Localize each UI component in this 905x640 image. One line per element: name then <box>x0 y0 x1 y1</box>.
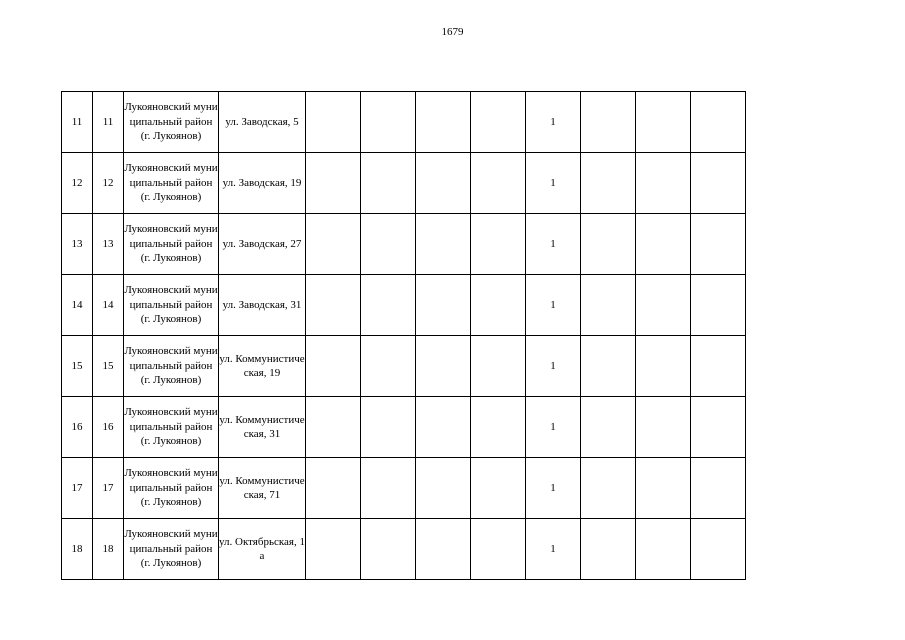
empty-cell <box>306 275 361 336</box>
empty-cell <box>361 397 416 458</box>
count-cell: 1 <box>526 519 581 580</box>
street-cell: ул. Заводская, 19 <box>219 153 306 214</box>
empty-cell <box>581 92 636 153</box>
empty-cell <box>306 519 361 580</box>
empty-cell <box>581 397 636 458</box>
street-cell: ул. Коммунистическая, 71 <box>219 458 306 519</box>
count-cell: 1 <box>526 458 581 519</box>
page-number: 1679 <box>441 26 464 38</box>
empty-cell <box>361 275 416 336</box>
empty-cell <box>636 92 691 153</box>
row-number-cell: 11 <box>62 92 93 153</box>
empty-cell <box>691 397 746 458</box>
street-cell: ул. Октябрьская, 1а <box>219 519 306 580</box>
empty-cell <box>306 397 361 458</box>
empty-cell <box>581 519 636 580</box>
empty-cell <box>636 153 691 214</box>
empty-cell <box>416 275 471 336</box>
row-number-cell: 12 <box>62 153 93 214</box>
table-row <box>62 214 746 275</box>
row-index-cell: 11 <box>93 92 124 153</box>
row-number-cell: 16 <box>62 397 93 458</box>
district-cell: Лукояновский муниципальный район (г. Лукоянов) <box>124 458 219 519</box>
table-row <box>62 397 746 458</box>
district-cell: Лукояновский муниципальный район (г. Лукоянов) <box>124 92 219 153</box>
district-cell: Лукояновский муниципальный район (г. Лукоянов) <box>124 214 219 275</box>
row-index-cell: 16 <box>93 397 124 458</box>
empty-cell <box>636 458 691 519</box>
empty-cell <box>471 397 526 458</box>
empty-cell <box>416 214 471 275</box>
count-cell: 1 <box>526 336 581 397</box>
empty-cell <box>416 397 471 458</box>
row-index-cell: 12 <box>93 153 124 214</box>
empty-cell <box>636 336 691 397</box>
count-cell: 1 <box>526 153 581 214</box>
table-row <box>62 153 746 214</box>
empty-cell <box>416 519 471 580</box>
empty-cell <box>416 153 471 214</box>
empty-cell <box>691 275 746 336</box>
empty-cell <box>691 336 746 397</box>
empty-cell <box>691 458 746 519</box>
row-index-cell: 18 <box>93 519 124 580</box>
empty-cell <box>471 458 526 519</box>
row-number-cell: 15 <box>62 336 93 397</box>
empty-cell <box>636 214 691 275</box>
row-number-cell: 13 <box>62 214 93 275</box>
empty-cell <box>636 275 691 336</box>
count-cell: 1 <box>526 92 581 153</box>
empty-cell <box>691 153 746 214</box>
empty-cell <box>306 214 361 275</box>
empty-cell <box>471 275 526 336</box>
street-cell: ул. Заводская, 27 <box>219 214 306 275</box>
empty-cell <box>471 336 526 397</box>
row-index-cell: 15 <box>93 336 124 397</box>
district-cell: Лукояновский муниципальный район (г. Лукоянов) <box>124 519 219 580</box>
empty-cell <box>361 519 416 580</box>
empty-cell <box>471 92 526 153</box>
table-row <box>62 519 746 580</box>
row-index-cell: 13 <box>93 214 124 275</box>
table-row <box>62 458 746 519</box>
empty-cell <box>581 458 636 519</box>
street-cell: ул. Заводская, 5 <box>219 92 306 153</box>
district-cell: Лукояновский муниципальный район (г. Лукоянов) <box>124 336 219 397</box>
empty-cell <box>471 153 526 214</box>
empty-cell <box>691 519 746 580</box>
district-cell: Лукояновский муниципальный район (г. Лукоянов) <box>124 153 219 214</box>
empty-cell <box>306 458 361 519</box>
empty-cell <box>636 519 691 580</box>
empty-cell <box>416 336 471 397</box>
empty-cell <box>361 153 416 214</box>
district-cell: Лукояновский муниципальный район (г. Лукоянов) <box>124 275 219 336</box>
empty-cell <box>306 92 361 153</box>
empty-cell <box>471 214 526 275</box>
count-cell: 1 <box>526 397 581 458</box>
table-row <box>62 275 746 336</box>
row-index-cell: 14 <box>93 275 124 336</box>
row-number-cell: 14 <box>62 275 93 336</box>
empty-cell <box>361 92 416 153</box>
table-row <box>62 336 746 397</box>
district-cell: Лукояновский муниципальный район (г. Лукоянов) <box>124 397 219 458</box>
empty-cell <box>306 153 361 214</box>
empty-cell <box>361 336 416 397</box>
empty-cell <box>691 214 746 275</box>
empty-cell <box>581 214 636 275</box>
table-row <box>62 92 746 153</box>
street-cell: ул. Заводская, 31 <box>219 275 306 336</box>
empty-cell <box>361 214 416 275</box>
empty-cell <box>416 458 471 519</box>
row-number-cell: 17 <box>62 458 93 519</box>
empty-cell <box>306 336 361 397</box>
empty-cell <box>581 336 636 397</box>
row-number-cell: 18 <box>62 519 93 580</box>
empty-cell <box>361 458 416 519</box>
empty-cell <box>581 153 636 214</box>
data-table <box>61 91 746 580</box>
empty-cell <box>691 92 746 153</box>
count-cell: 1 <box>526 275 581 336</box>
empty-cell <box>636 397 691 458</box>
street-cell: ул. Коммунистическая, 31 <box>219 397 306 458</box>
row-index-cell: 17 <box>93 458 124 519</box>
empty-cell <box>471 519 526 580</box>
empty-cell <box>581 275 636 336</box>
street-cell: ул. Коммунистическая, 19 <box>219 336 306 397</box>
empty-cell <box>416 92 471 153</box>
count-cell: 1 <box>526 214 581 275</box>
